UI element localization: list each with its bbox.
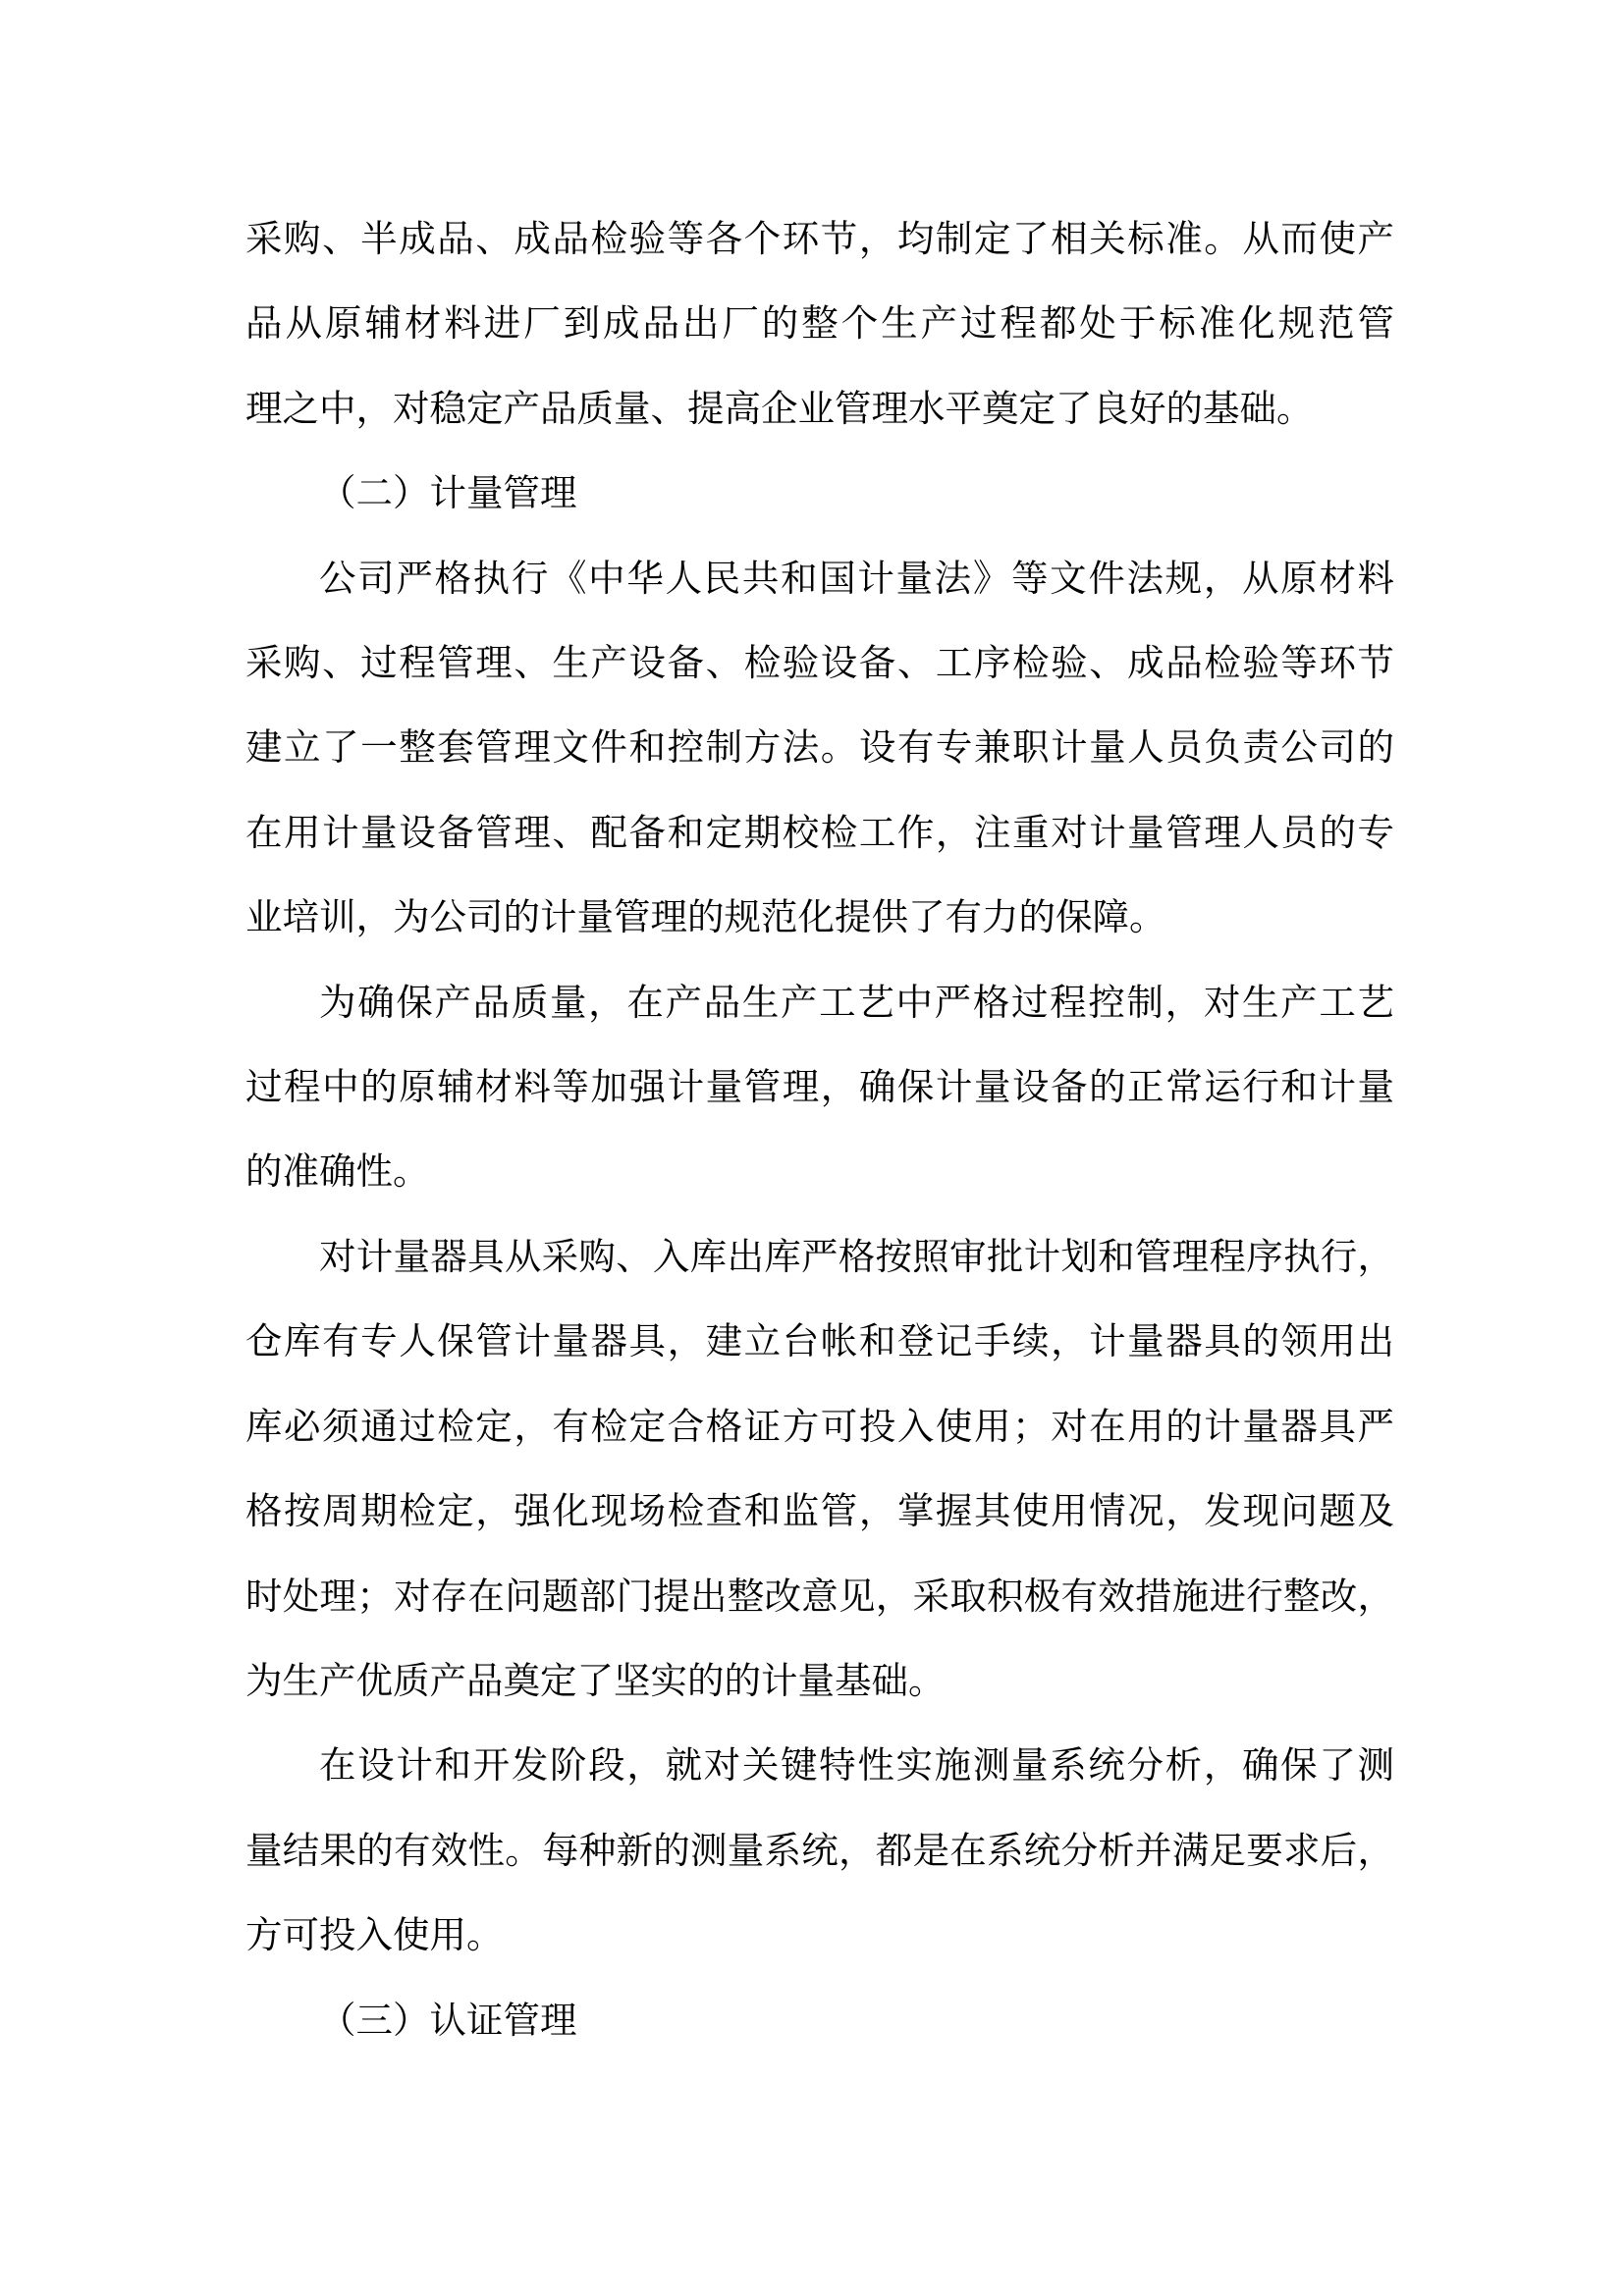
text-line: 理之中，对稳定产品质量、提高企业管理水平奠定了良好的基础。	[245, 389, 1314, 430]
text-line: 业培训，为公司的计量管理的规范化提供了有力的保障。	[245, 898, 1166, 939]
text-line: 公司严格执行《中华人民共和国计量法》等文件法规，从原材料	[319, 559, 1394, 600]
document-text-block	[245, 198, 1394, 2064]
text-line: （三）认证管理	[319, 2001, 577, 2042]
text-line: 仓库有专人保管计量器具，建立台帐和登记手续，计量器具的领用出	[245, 1322, 1394, 1363]
text-line: 采购、过程管理、生产设备、检验设备、工序检验、成品检验等环节	[245, 644, 1394, 685]
text-line: 的准确性。	[245, 1152, 430, 1194]
text-line: （二）计量管理	[319, 474, 577, 515]
text-line: 时处理；对存在问题部门提出整改意见，采取积极有效措施进行整改，	[245, 1576, 1394, 1618]
text-line: 建立了一整套管理文件和控制方法。设有专兼职计量人员负责公司的	[245, 728, 1394, 770]
text-line: 为生产优质产品奠定了坚实的的计量基础。	[245, 1661, 946, 1702]
text-line: 格按周期检定，强化现场检查和监管，掌握其使用情况，发现问题及	[245, 1492, 1394, 1533]
text-line: 采购、半成品、成品检验等各个环节，均制定了相关标准。从而使产	[245, 220, 1394, 260]
text-line: 对计量器具从采购、入库出库严格按照审批计划和管理程序执行，	[319, 1237, 1394, 1278]
text-line: 量结果的有效性。每种新的测量系统，都是在系统分析并满足要求后，	[245, 1831, 1394, 1872]
text-line: 过程中的原辅材料等加强计量管理，确保计量设备的正常运行和计量	[245, 1068, 1394, 1109]
text-line: 在用计量设备管理、配备和定期校检工作，注重对计量管理人员的专	[245, 813, 1394, 854]
text-line: 品从原辅材料进厂到成品出厂的整个生产过程都处于标准化规范管	[245, 304, 1394, 346]
text-line: 为确保产品质量，在产品生产工艺中严格过程控制，对生产工艺	[319, 983, 1394, 1024]
text-line: 在设计和开发阶段，就对关键特性实施测量系统分析，确保了测	[319, 1746, 1394, 1788]
text-line: 库必须通过检定，有检定合格证方可投入使用；对在用的计量器具严	[245, 1407, 1394, 1448]
text-line: 方可投入使用。	[245, 1916, 504, 1957]
